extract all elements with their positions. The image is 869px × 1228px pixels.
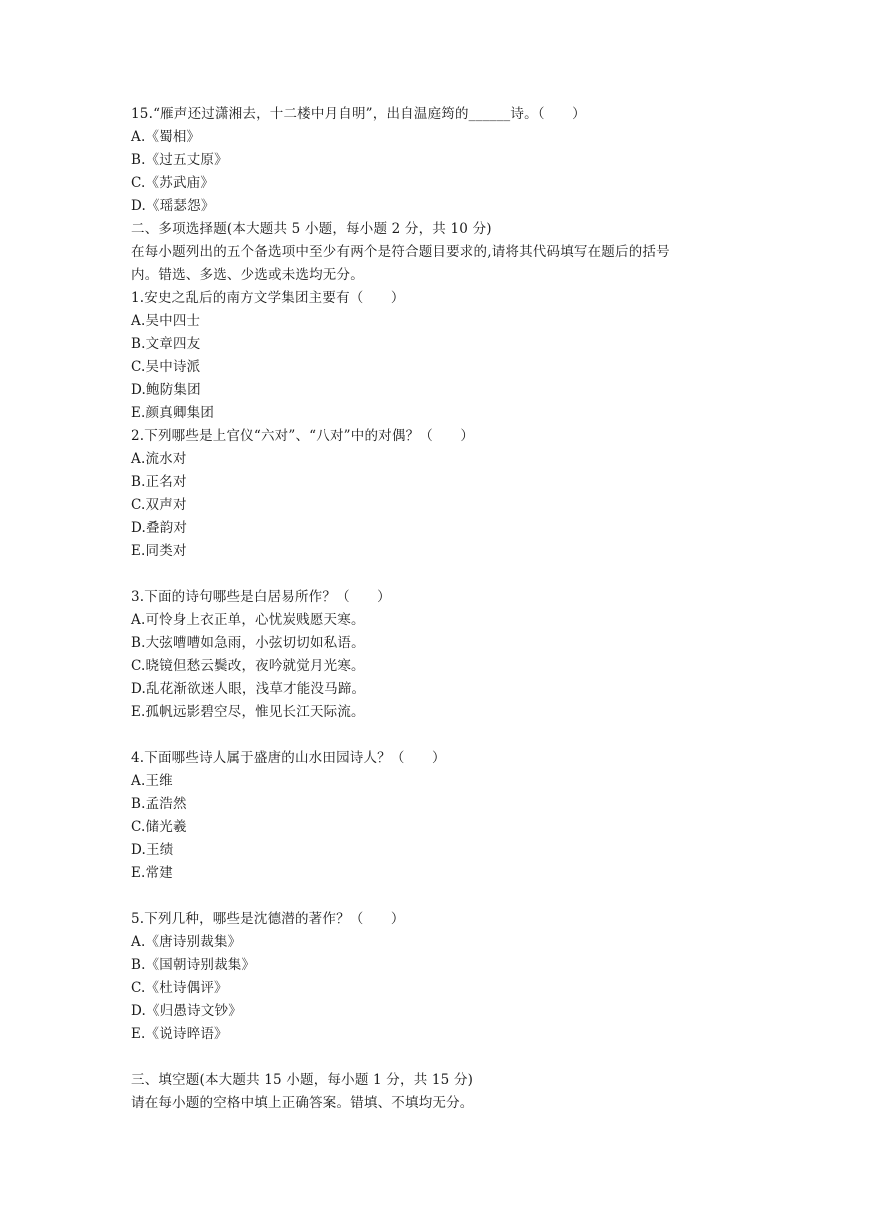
option-d: D.王绩 bbox=[131, 842, 174, 858]
option-e: E.同类对 bbox=[131, 543, 187, 559]
option-e: E.颜真卿集团 bbox=[131, 405, 215, 421]
spacer bbox=[131, 724, 751, 747]
option-c: C.双声对 bbox=[131, 497, 187, 513]
option-c: C.《杜诗偶评》 bbox=[131, 980, 228, 996]
option-b: B.孟浩然 bbox=[131, 796, 187, 812]
section-instruction: 在每小题列出的五个备选项中至少有两个是符合题目要求的,请将其代码填写在题后的括号 bbox=[131, 244, 670, 260]
option-d: D.叠韵对 bbox=[131, 520, 188, 536]
section-instruction-cont: 内。错选、多选、少选或未选均无分。 bbox=[131, 267, 364, 283]
question-stem: 3.下面的诗句哪些是白居易所作？（ ） bbox=[131, 589, 391, 605]
question-stem: 4.下面哪些诗人属于盛唐的山水田园诗人？（ ） bbox=[131, 750, 446, 766]
option-d: D.乱花渐欲迷人眼，浅草才能没马蹄。 bbox=[131, 681, 366, 697]
option-b: B.大弦嘈嘈如急雨，小弦切切如私语。 bbox=[131, 635, 365, 651]
question-2 bbox=[131, 425, 751, 563]
spacer bbox=[131, 563, 751, 586]
option-a: A.可怜身上衣正单，心忧炭贱愿天寒。 bbox=[131, 612, 365, 628]
section-heading: 三、填空题(本大题共 15 小题，每小题 1 分，共 15 分) bbox=[131, 1072, 474, 1088]
spacer bbox=[131, 885, 751, 908]
option-c: C.吴中诗派 bbox=[131, 359, 201, 375]
question-15 bbox=[131, 103, 751, 218]
option-c: C.晓镜但愁云鬓改，夜吟就觉月光寒。 bbox=[131, 658, 365, 674]
section-multiple-choice bbox=[131, 218, 751, 1046]
option-b: B.文章四友 bbox=[131, 336, 201, 352]
option-d: D.《瑶瑟怨》 bbox=[131, 198, 215, 214]
option-e: E.常建 bbox=[131, 865, 173, 881]
option-e: E.孤帆远影碧空尽，惟见长江天际流。 bbox=[131, 704, 365, 720]
option-e: E.《说诗晬语》 bbox=[131, 1026, 228, 1042]
question-stem: 15.“雁声还过潇湘去，十二楼中月自明”，出自温庭筠的______诗。（ ） bbox=[131, 106, 586, 122]
question-5 bbox=[131, 908, 751, 1046]
option-c: C.储光羲 bbox=[131, 819, 187, 835]
option-c: C.《苏武庙》 bbox=[131, 175, 215, 191]
option-a: A.王维 bbox=[131, 773, 173, 789]
question-stem: 2.下列哪些是上官仪“六对”、“八对”中的对偶？（ ） bbox=[131, 428, 475, 444]
option-a: A.《蜀相》 bbox=[131, 129, 201, 145]
question-stem: 1.安史之乱后的南方文学集团主要有（ ） bbox=[131, 290, 405, 306]
section-fill-in-blank bbox=[131, 1069, 751, 1115]
spacer bbox=[131, 1046, 751, 1069]
option-a: A.流水对 bbox=[131, 451, 187, 467]
section-instruction: 请在每小题的空格中填上正确答案。错填、不填均无分。 bbox=[131, 1095, 474, 1111]
option-b: B.《过五丈原》 bbox=[131, 152, 228, 168]
question-1 bbox=[131, 287, 751, 425]
option-a: A.《唐诗别裁集》 bbox=[131, 934, 242, 950]
exam-page bbox=[131, 103, 751, 1115]
option-a: A.吴中四士 bbox=[131, 313, 201, 329]
option-b: B.正名对 bbox=[131, 474, 187, 490]
question-3 bbox=[131, 586, 751, 724]
option-d: D.《归愚诗文钞》 bbox=[131, 1003, 242, 1019]
question-4 bbox=[131, 747, 751, 885]
question-stem: 5.下列几种，哪些是沈德潜的著作？（ ） bbox=[131, 911, 405, 927]
option-d: D.鲍防集团 bbox=[131, 382, 201, 398]
section-heading: 二、多项选择题(本大题共 5 小题，每小题 2 分，共 10 分) bbox=[131, 221, 492, 237]
option-b: B.《国朝诗别裁集》 bbox=[131, 957, 256, 973]
